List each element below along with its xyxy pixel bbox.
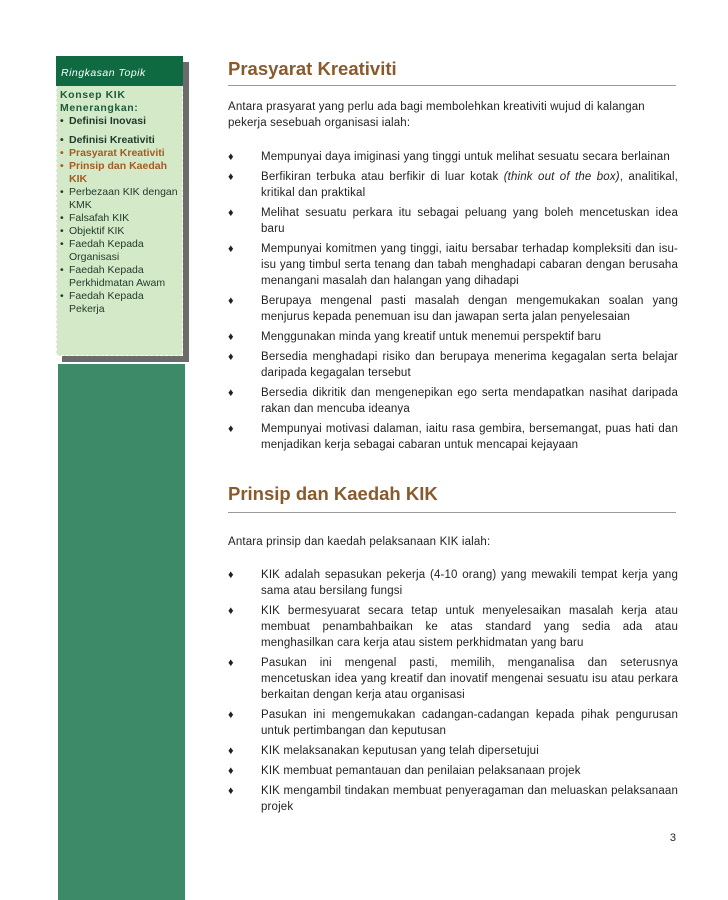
diamond-bullet-icon: ♦	[228, 331, 234, 343]
prinsip-list	[228, 567, 678, 815]
list-item: ♦ Pasukan ini mengemukakan cadangan-cadangan kepada pihak pengurusan untuk pertimbangan dan keputusan	[228, 709, 678, 737]
green-side-column	[58, 364, 185, 900]
list-item: ♦ Mempunyai motivasi dalaman, iaitu rasa gembira, bersemangat, puas hati dan menjadikan kerja sebagai cabaran untuk mencapai kejayaan	[228, 423, 678, 451]
list-item: ♦ KIK membuat pemantauan dan penilaian pelaksanaan projek	[228, 765, 581, 777]
section-divider	[228, 85, 676, 86]
diamond-bullet-icon: ♦	[228, 387, 234, 399]
diamond-bullet-icon: ♦	[228, 745, 234, 757]
list-item: ♦ Bersedia menghadapi risiko dan berupaya menerima kegagalan serta belajar daripada kegagalan tersebut	[228, 351, 678, 379]
page-number: 3	[669, 832, 676, 844]
topic-item: • Falsafah KIK	[60, 212, 182, 225]
topic-item: • Faedah Kepada Perkhidmatan Awam	[60, 264, 182, 290]
diamond-bullet-icon: ♦	[228, 569, 234, 581]
topic-item-current: • Prinsip dan Kaedah KIK	[60, 160, 182, 186]
list-item: ♦ Mempunyai daya imiginasi yang tinggi untuk melihat sesuatu secara berlainan	[228, 151, 670, 163]
diamond-bullet-icon: ♦	[228, 785, 234, 797]
section-divider	[228, 512, 676, 513]
diamond-bullet-icon: ♦	[228, 765, 234, 777]
topic-item: • Definisi Inovasi	[60, 115, 182, 128]
list-item: ♦ KIK mengambil tindakan membuat penyeragaman dan meluaskan pelaksanaan projek	[228, 785, 678, 813]
diamond-bullet-icon: ♦	[228, 207, 234, 219]
list-item: ♦ Mempunyai komitmen yang tinggi, iaitu bersabar terhadap kompleksiti dan isu-isu yang timbul serta tenang dan tabah menghadapi cabaran dengan berusaha menangani masalah dan halangan yang dihadapi	[228, 243, 678, 287]
section-prasyarat-body	[228, 99, 678, 457]
topic-item: • Perbezaan KIK dengan KMK	[60, 186, 182, 212]
section-prasyarat-header	[228, 58, 678, 80]
topic-item-current: • Prasyarat Kreativiti	[60, 147, 182, 160]
section-prinsip-body	[228, 534, 678, 819]
diamond-bullet-icon: ♦	[228, 351, 234, 363]
list-item: ♦ Berfikiran terbuka atau berfikir di luar kotak (think out of the box), analitikal, kritikal dan praktikal	[228, 171, 678, 199]
diamond-bullet-icon: ♦	[228, 605, 234, 617]
topic-summary-subheading: Konsep KIK Menerangkan:	[60, 89, 139, 114]
diamond-bullet-icon: ♦	[228, 709, 234, 721]
diamond-bullet-icon: ♦	[228, 151, 234, 163]
topic-summary-heading: Ringkasan Topik	[61, 67, 146, 79]
section-title: Prasyarat Kreativiti	[228, 58, 397, 79]
section-prinsip-header	[228, 483, 678, 505]
topic-item: • Objektif KIK	[60, 225, 182, 238]
list-item: ♦ KIK melaksanakan keputusan yang telah dipersetujui	[228, 745, 539, 757]
list-item: ♦ Berupaya mengenal pasti masalah dengan mengemukakan soalan yang menjurus kepada penemuan isu dan jawapan serta jalan penyelesaian	[228, 295, 678, 323]
topic-summary-header	[56, 56, 183, 86]
list-item: ♦ Melihat sesuatu perkara itu sebagai peluang yang boleh mencetuskan idea baru	[228, 207, 678, 235]
list-item: ♦ Pasukan ini mengenal pasti, memilih, menganalisa dan seterusnya mencetuskan idea yang kreatif dan inovatif mengenai sesuatu isu atau perkara berkaitan dengan kerja atau organisasi	[228, 657, 678, 701]
topic-item: • Faedah Kepada Organisasi	[60, 238, 182, 264]
section-intro: Antara prinsip dan kaedah pelaksanaan KIK ialah:	[228, 536, 491, 548]
topic-list	[60, 115, 182, 316]
diamond-bullet-icon: ♦	[228, 295, 234, 307]
diamond-bullet-icon: ♦	[228, 423, 234, 435]
topic-item: • Faedah Kepada Pekerja	[60, 290, 182, 316]
diamond-bullet-icon: ♦	[228, 243, 234, 255]
diamond-bullet-icon: ♦	[228, 171, 234, 183]
list-item: ♦ Menggunakan minda yang kreatif untuk menemui perspektif baru	[228, 331, 602, 343]
list-item: ♦ KIK adalah sepasukan pekerja (4-10 orang) yang mewakili tempat kerja yang sama atau bersilang fungsi	[228, 569, 678, 597]
topic-summary-content	[60, 89, 182, 316]
diamond-bullet-icon: ♦	[228, 657, 234, 669]
topic-item: • Definisi Kreativiti	[60, 134, 182, 147]
section-intro: Antara prasyarat yang perlu ada bagi membolehkan kreativiti wujud di kalangan pekerja sesebuah organisasi ialah:	[228, 101, 645, 129]
list-item: ♦ KIK bermesyuarat secara tetap untuk menyelesaikan masalah kerja atau membuat penambahbaikan ke atas standard yang sedia ada atau menghasilkan cara kerja atau sistem perkhidmatan yang baru	[228, 605, 678, 649]
list-item: ♦ Bersedia dikritik dan mengenepikan ego serta mendapatkan nasihat daripada rakan dan mencuba ideanya	[228, 387, 678, 415]
section-title: Prinsip dan Kaedah KIK	[228, 483, 438, 504]
prasyarat-list	[228, 149, 678, 453]
